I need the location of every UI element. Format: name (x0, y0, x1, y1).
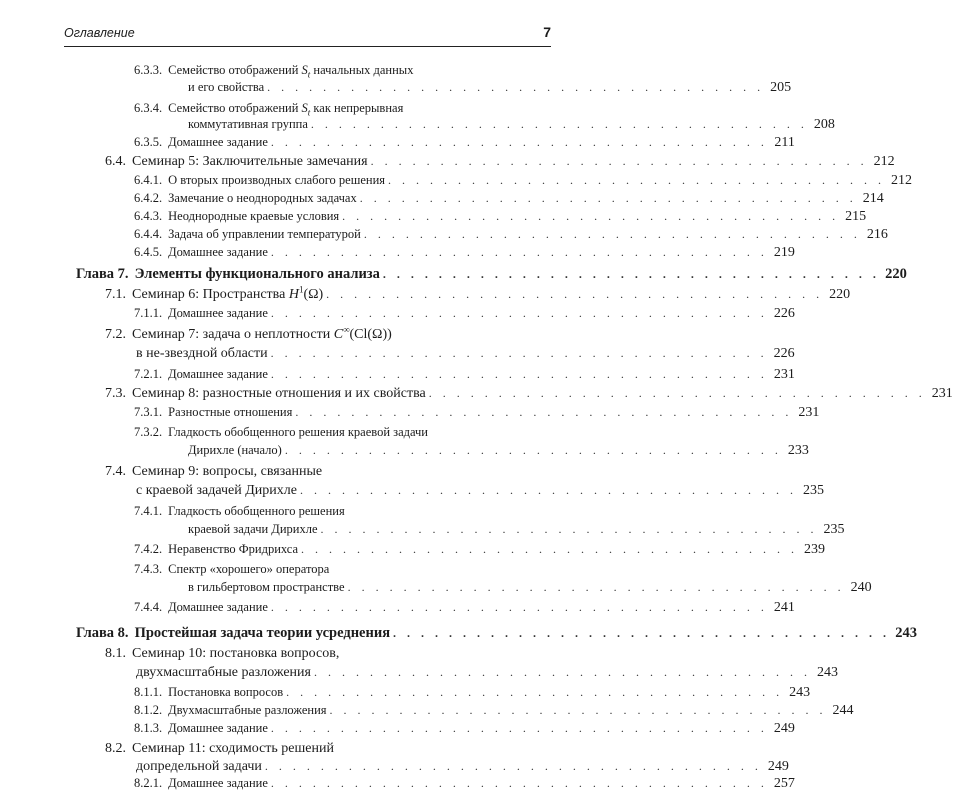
toc-entry-title: допредельной задачи (136, 759, 262, 774)
toc-entry-number: 6.3.5. (134, 135, 163, 149)
toc-entry-number: 6.4.4. (134, 227, 163, 241)
toc-leader-dots: . . . . . . . . . . . . . . . . . . . . . . . . . . . . . . . . . . . . (347, 580, 845, 594)
toc-entry-number: 8.2. (105, 741, 126, 756)
toc-entry (105, 326, 551, 343)
toc-entry-number: 7.4.1. (134, 504, 163, 518)
toc-entry-title: Задача об управлении температурой (168, 227, 361, 241)
toc-entry-number: 6.3.4. (134, 101, 163, 115)
toc-leader-dots: . . . . . . . . . . . . . . . . . . . . . . . . . . . . . . . . . . . . (329, 703, 827, 717)
toc-page-number: 243 (789, 685, 811, 700)
toc-entry (134, 62, 551, 79)
toc-entry-title: Разностные отношения (168, 405, 293, 419)
toc-leader-dots: . . . . . . . . . . . . . . . . . . . . . . . . . . . . . . . . . . . . (313, 665, 811, 679)
toc-page-number: 235 (823, 522, 845, 537)
toc-entry-number: 7.1. (105, 287, 126, 302)
toc-entry (105, 645, 551, 662)
toc-entry-title: Семинар 9: вопросы, связанные (132, 464, 323, 479)
toc-page-number: 220 (885, 266, 907, 282)
toc-entry-number: 8.1. (105, 646, 126, 661)
toc-entry-title: Семинар 8: разностные отношения и их свойства (132, 386, 426, 401)
toc-entry-title: Замечание о неоднородных задачах (168, 191, 357, 205)
toc-leader-dots: . . . . . . . . . . . . . . . . . . . . . . . . . . . . . . . . . . . . (270, 776, 768, 790)
toc-entry-title: Гладкость обобщенного решения краевой задачи (168, 425, 429, 439)
toc-leader-dots: . . . . . . . . . . . . . . . . . . . . . . . . . . . . . . . . . . . . (270, 135, 768, 149)
toc-leader-dots: . . . . . . . . . . . . . . . . . . . . . . . . . . . . . . . . . . . . (320, 522, 818, 536)
toc-entry (134, 720, 795, 737)
toc-page-number: 208 (813, 117, 835, 132)
toc-entry-title: Спектр «хорошего» оператора (168, 562, 330, 576)
toc-entry-number: 6.3.3. (134, 63, 163, 77)
toc-entry-title: Дирихле (начало) (188, 443, 282, 457)
toc-entry-title: Домашнее задание (168, 721, 268, 735)
toc-entry-title: коммутативная группа (188, 117, 308, 131)
toc-leader-dots: . . . . . . . . . . . . . . . . . . . . . . . . . . . . . . . . . . . . (382, 267, 880, 281)
toc-entry-number: 7.1.1. (134, 306, 163, 320)
toc-entry-title: в гильбертовом пространстве (188, 580, 345, 594)
toc-page-number: 233 (787, 443, 809, 458)
toc-page-number: 243 (895, 625, 918, 641)
toc-leader-dots: . . . . . . . . . . . . . . . . . . . . . . . . . . . . . . . . . . . . (284, 443, 782, 457)
toc-entry-title: Гладкость обобщенного решения (168, 504, 345, 518)
toc-entry-title: Домашнее задание (168, 776, 268, 790)
toc-entry-number: 7.3.1. (134, 405, 163, 419)
toc-page-number: 214 (862, 191, 884, 206)
toc-entry (134, 208, 867, 225)
toc-page-number: 240 (850, 580, 872, 595)
toc-entry-title: Семинар 5: Заключительные замечания (132, 154, 368, 169)
toc-entry-number: 7.4. (105, 464, 126, 479)
toc-page-number: 205 (770, 80, 792, 95)
toc-page-number: 239 (804, 542, 826, 557)
toc-entry (105, 385, 953, 402)
toc-entry (136, 664, 838, 681)
toc-page-number: 226 (773, 306, 795, 321)
toc-entry (134, 305, 795, 322)
toc-entry-number: 6.4.1. (134, 173, 163, 187)
toc-entry-title: Неоднородные краевые условия (168, 209, 340, 223)
toc-entry-number: 7.2. (105, 327, 126, 342)
toc-entry (188, 442, 809, 459)
toc-leader-dots: . . . . . . . . . . . . . . . . . . . . . . . . . . . . . . . . . . . . (342, 209, 840, 223)
toc-leader-dots: . . . . . . . . . . . . . . . . . . . . . . . . . . . . . . . . . . . . (363, 227, 861, 241)
toc-page-number: 231 (931, 386, 953, 401)
toc-leader-dots: . . . . . . . . . . . . . . . . . . . . . . . . . . . . . . . . . . . . (388, 173, 886, 187)
toc-entry-number: 8.2.1. (134, 776, 163, 790)
toc-page-number: 216 (866, 227, 888, 242)
toc-entry-title: Домашнее задание (168, 306, 268, 320)
toc-entry-title: Домашнее задание (168, 600, 268, 614)
toc-entry-number: 6.4. (105, 154, 126, 169)
toc-leader-dots: . . . . . . . . . . . . . . . . . . . . . . . . . . . . . . . . . . . . (370, 154, 868, 168)
toc-entry-number: 6.4.3. (134, 209, 163, 223)
toc-entry (136, 758, 789, 775)
toc-entry-number: 7.3.2. (134, 425, 163, 439)
toc-page-number: 257 (773, 776, 795, 791)
header-page-number: 7 (543, 24, 551, 40)
toc-leader-dots: . . . . . . . . . . . . . . . . . . . . . . . . . . . . . . . . . . . . (295, 405, 793, 419)
toc-entry-title: Семейство отображений $S_t$ как непрерывная (168, 101, 404, 118)
toc-entry-title: Семинар 11: сходимость решений (132, 741, 334, 756)
toc-entry (188, 79, 792, 96)
toc-leader-dots: . . . . . . . . . . . . . . . . . . . . . . . . . . . . . . . . . . . . (270, 346, 768, 360)
toc-entry-title: Домашнее задание (168, 135, 268, 149)
header-title: Оглавление (64, 26, 135, 40)
toc-leader-dots: . . . . . . . . . . . . . . . . . . . . . . . . . . . . . . . . . . . . (267, 80, 765, 94)
toc-entry-title: Элементы функционального анализа (134, 266, 380, 282)
toc-entry-number: Глава 7. (76, 266, 129, 282)
toc-leader-dots: . . . . . . . . . . . . . . . . . . . . . . . . . . . . . . . . . . . . (393, 626, 891, 640)
toc-entry-title: Домашнее задание (168, 245, 268, 259)
toc-entry-title: Семейство отображений $S_t$ начальных данных (168, 63, 414, 80)
toc-leader-dots: . . . . . . . . . . . . . . . . . . . . . . . . . . . . . . . . . . . . (301, 542, 799, 556)
toc-page-number: 249 (773, 721, 795, 736)
toc-page-number: 215 (845, 209, 867, 224)
toc-entry-title: краевой задачи Дирихле (188, 522, 318, 536)
toc-page-number: 212 (873, 154, 895, 169)
toc-entry-title: Семинар 10: постановка вопросов, (132, 646, 340, 661)
toc-entry-number: Глава 8. (76, 625, 129, 641)
toc-entry (134, 775, 795, 792)
toc-entry-number: 8.1.1. (134, 685, 163, 699)
toc-entry-number: 6.4.2. (134, 191, 163, 205)
toc-entry (134, 134, 795, 151)
toc-entry-title: в не-звездной области (136, 346, 268, 361)
toc-leader-dots: . . . . . . . . . . . . . . . . . . . . . . . . . . . . . . . . . . . . (264, 759, 762, 773)
toc-entry-number: 7.4.4. (134, 600, 163, 614)
toc-entry (134, 684, 811, 701)
toc-entry (105, 153, 895, 170)
toc-entry-number: 7.3. (105, 386, 126, 401)
toc-entry (105, 284, 851, 303)
toc-entry (105, 740, 551, 757)
toc-chapter (76, 625, 918, 642)
toc-entry-title: Домашнее задание (168, 367, 268, 381)
toc-leader-dots: . . . . . . . . . . . . . . . . . . . . . . . . . . . . . . . . . . . . (270, 245, 768, 259)
toc-entry (134, 424, 551, 441)
toc-entry (134, 226, 888, 243)
toc-page-number: 231 (798, 405, 820, 420)
toc-entry (188, 116, 835, 133)
toc-entry-title: Простейшая задача теории усреднения (134, 625, 391, 641)
toc-entry (134, 404, 820, 421)
toc-entry-number: 7.2.1. (134, 367, 163, 381)
toc-entry (134, 599, 795, 616)
toc-entry-title: Неравенство Фридрихса (168, 542, 299, 556)
toc-entry-title: О вторых производных слабого решения (168, 173, 386, 187)
toc-page-number: 212 (891, 173, 913, 188)
toc-page-number: 220 (829, 287, 851, 302)
toc-entry-number: 8.1.3. (134, 721, 163, 735)
toc-entry (134, 503, 551, 520)
toc-entry (134, 702, 854, 719)
toc-leader-dots: . . . . . . . . . . . . . . . . . . . . . . . . . . . . . . . . . . . . (310, 117, 808, 131)
toc-entry-title: Семинар 6: Пространства $H^1(\Omega)$ (132, 284, 324, 302)
toc-page-number: 235 (802, 483, 824, 498)
toc-leader-dots: . . . . . . . . . . . . . . . . . . . . . . . . . . . . . . . . . . . . (270, 721, 768, 735)
toc-entry (188, 579, 872, 596)
toc-leader-dots: . . . . . . . . . . . . . . . . . . . . . . . . . . . . . . . . . . . . (299, 483, 797, 497)
toc-entry (134, 172, 913, 189)
toc-leader-dots: . . . . . . . . . . . . . . . . . . . . . . . . . . . . . . . . . . . . (359, 191, 857, 205)
toc-entry-title: и его свойства (188, 80, 265, 94)
toc-entry-number: 7.4.3. (134, 562, 163, 576)
toc-entry (136, 345, 795, 362)
toc-entry (134, 100, 551, 117)
toc-entry (105, 463, 551, 480)
toc-page-number: 226 (773, 346, 795, 361)
toc-entry (134, 366, 795, 383)
toc-page-number: 249 (767, 759, 789, 774)
toc-entry (136, 482, 824, 499)
toc-page-number: 219 (773, 245, 795, 260)
running-header (64, 24, 551, 47)
toc-entry-number: 7.4.2. (134, 542, 163, 556)
toc-entry-title: Семинар 7: задача о неплотности C∞(Cl(Ω)) (132, 324, 392, 342)
toc-entry-title: Двухмасштабные разложения (168, 703, 327, 717)
toc-entry-number: 6.4.5. (134, 245, 163, 259)
toc-page-number: 231 (773, 367, 795, 382)
toc-leader-dots: . . . . . . . . . . . . . . . . . . . . . . . . . . . . . . . . . . . . (326, 287, 824, 301)
toc-leader-dots: . . . . . . . . . . . . . . . . . . . . . . . . . . . . . . . . . . . . (270, 306, 768, 320)
toc-entry (134, 190, 884, 207)
toc-leader-dots: . . . . . . . . . . . . . . . . . . . . . . . . . . . . . . . . . . . . (270, 367, 768, 381)
toc-entry-title: с краевой задачей Дирихле (136, 483, 297, 498)
toc-entry (134, 244, 795, 261)
toc-leader-dots: . . . . . . . . . . . . . . . . . . . . . . . . . . . . . . . . . . . . (270, 600, 768, 614)
toc-page-number: 211 (774, 135, 795, 150)
toc-entry-title: Постановка вопросов (168, 685, 284, 699)
toc-leader-dots: . . . . . . . . . . . . . . . . . . . . . . . . . . . . . . . . . . . . (428, 386, 926, 400)
toc-page-number: 243 (816, 665, 838, 680)
toc-entry (188, 521, 845, 538)
toc-entry (134, 541, 826, 558)
toc-chapter (76, 266, 907, 283)
toc-entry-number: 8.1.2. (134, 703, 163, 717)
toc-entry-title: двухмасштабные разложения (136, 665, 311, 680)
toc-page-number: 241 (773, 600, 795, 615)
toc-leader-dots: . . . . . . . . . . . . . . . . . . . . . . . . . . . . . . . . . . . . (286, 685, 784, 699)
toc-entry (134, 561, 551, 578)
toc-page-number: 244 (832, 703, 854, 718)
